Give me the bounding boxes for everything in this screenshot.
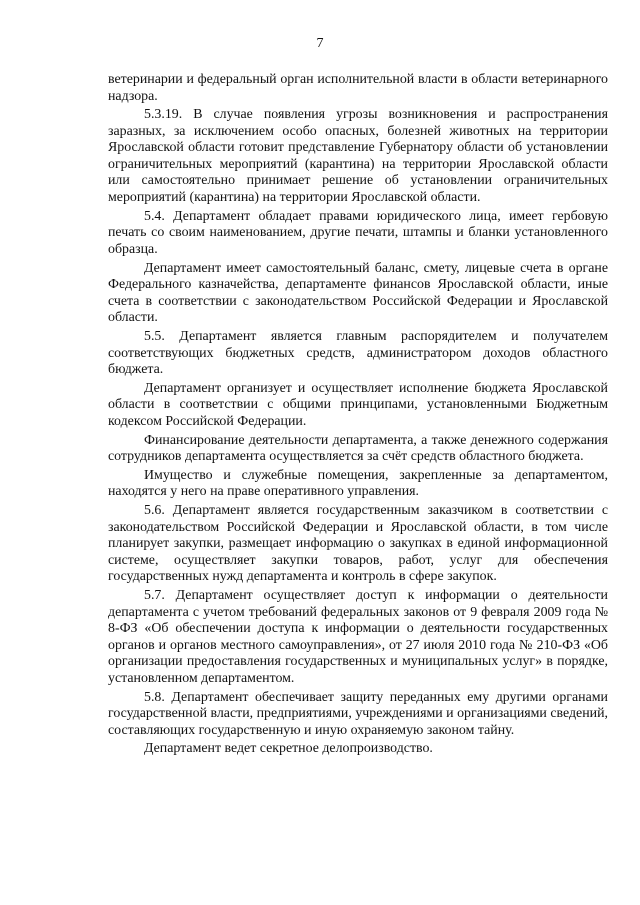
document-body (108, 72, 608, 760)
paragraph-budget-execution: Департамент организует и осуществляет исполнение бюджета Ярославской области в соответствии с общими принципами, установленными Бюджетным кодексом Российской Федерации. (108, 380, 608, 429)
paragraph-5-4: 5.4. Департамент обладает правами юридического лица, имеет гербовую печать со своим наименованием, другие печати, штампы и бланки установленного образца. (108, 208, 608, 257)
paragraph-property: Имущество и служебные помещения, закрепленные за департаментом, находятся у него на праве оперативного управления. (108, 467, 608, 500)
paragraph-5-7: 5.7. Департамент осуществляет доступ к информации о деятельности департамента с учетом требований федеральных законов от 9 февраля 2009 года № 8-ФЗ «Об обеспечении доступа к информации о деятельности государственных органов и органов местного самоуправления», от 27 июля 2010 года № 210-ФЗ «Об организации предоставления государственных и муниципальных услуг» в порядке, установленном департаментом. (108, 588, 608, 686)
page-number: 7 (316, 36, 324, 51)
paragraph-continuation: ветеринарии и федеральный орган исполнительной власти в области ветеринарного надзора. (108, 72, 608, 104)
paragraph-5-3-19: 5.3.19. В случае появления угрозы возникновения и распространения заразных, за исключением особо опасных, болезней животных на территории Ярославской области готовит представление Губернатору области об установлении ограничительных мероприятий (карантина) на территории Ярославской области или самостоятельно принимает решение об установлении ограничительных мероприятий (карантина) на территории Ярославской области. (108, 107, 608, 206)
paragraph-secret-records: Департамент ведет секретное делопроизводство. (144, 741, 433, 757)
paragraph-financing: Финансирование деятельности департамента, а также денежного содержания сотрудников департамента осуществляется за счёт средств областного бюджета. (108, 432, 608, 465)
paragraph-5-5: 5.5. Департамент является главным распорядителем и получателем соответствующих бюджетных средств, администратором доходов областного бюджета. (108, 328, 608, 378)
paragraph-balance: Департамент имеет самостоятельный баланс, смету, лицевые счета в органе Федерального казначейства, департаменте финансов Ярославской области, иные счета в соответствии с законодательством Российской Федерации и Ярославской области. (108, 260, 608, 326)
paragraph-5-6: 5.6. Департамент является государственным заказчиком в соответствии с законодательством Российской Федерации и Ярославской области, в том числе планирует закупки, размещает информацию о закупках в единой информационной системе, осуществляет закупки товаров, работ, услуг для обеспечения государственных нужд департамента и контроль в сфере закупок. (108, 503, 608, 585)
paragraph-5-8: 5.8. Департамент обеспечивает защиту переданных ему другими органами государственной власти, предприятиями, учреждениями и организациями сведений, составляющих государственную и иную охраняемую законом тайну. (108, 689, 608, 738)
